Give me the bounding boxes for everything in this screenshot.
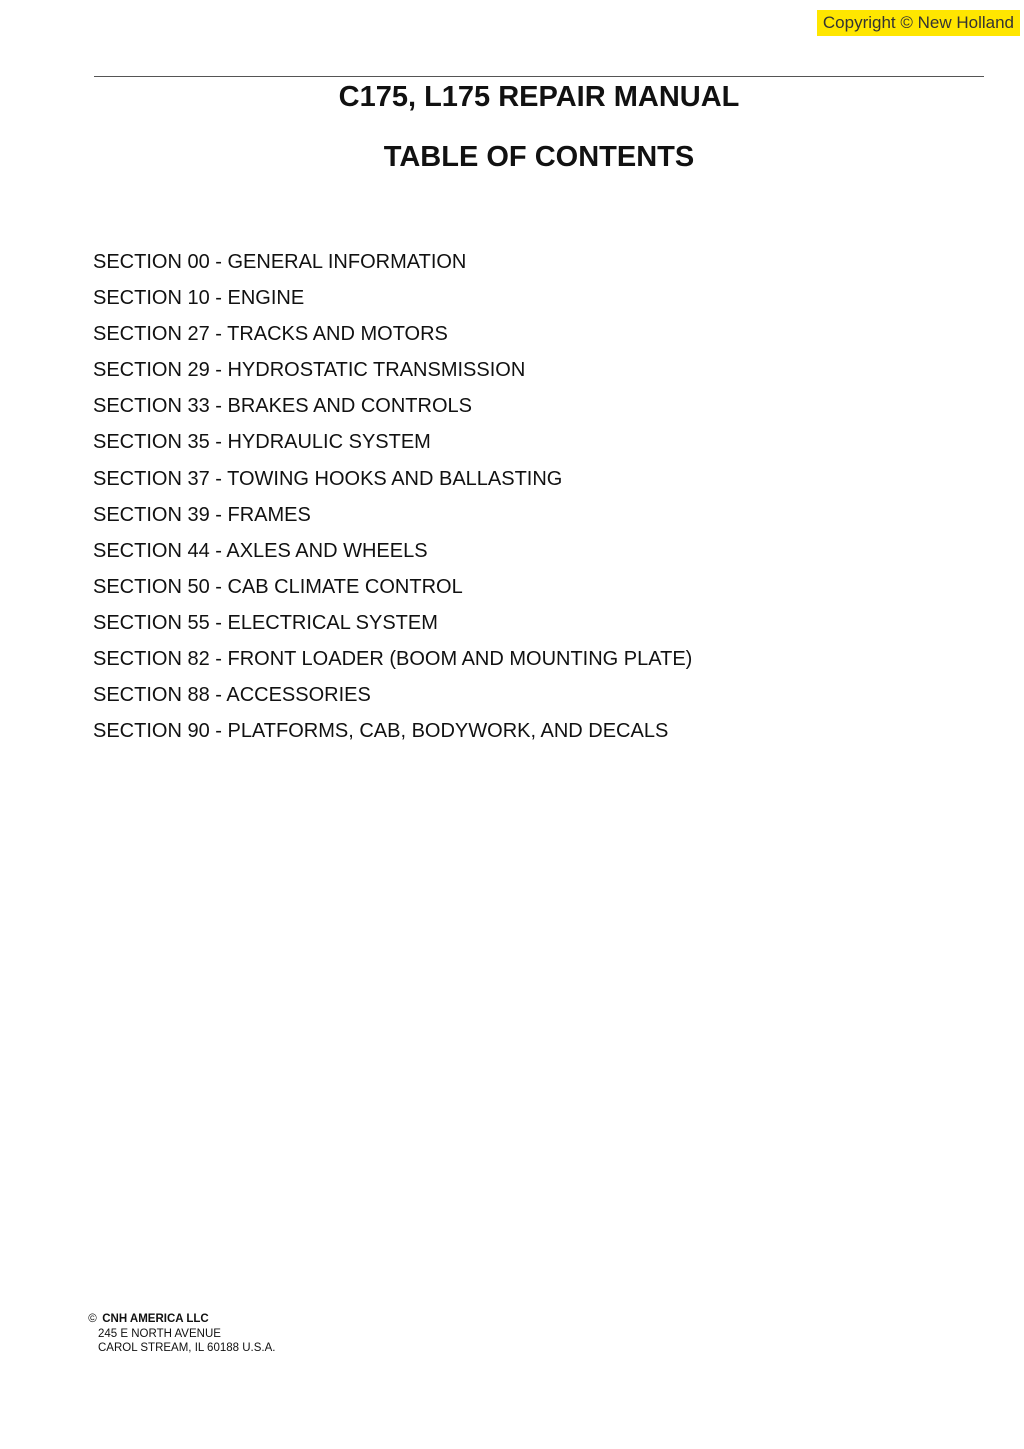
toc-item-section-10[interactable]: SECTION 10 - ENGINE bbox=[93, 287, 305, 310]
toc-item-section-33[interactable]: SECTION 33 - BRAKES AND CONTROLS bbox=[93, 395, 472, 418]
toc-item-section-00[interactable]: SECTION 00 - GENERAL INFORMATION bbox=[93, 251, 467, 273]
toc-item-section-82[interactable]: SECTION 82 - FRONT LOADER (BOOM AND MOUNTING PLATE) bbox=[93, 648, 693, 671]
table-of-contents bbox=[93, 244, 692, 749]
footer-address-line-2: CAROL STREAM, IL 60188 U.S.A. bbox=[98, 1342, 276, 1354]
toc-item-section-27[interactable]: SECTION 27 - TRACKS AND MOTORS bbox=[93, 323, 448, 346]
toc-item-section-55[interactable]: SECTION 55 - ELECTRICAL SYSTEM bbox=[93, 611, 438, 634]
toc-item-section-29[interactable]: SECTION 29 - HYDROSTATIC TRANSMISSION bbox=[93, 359, 526, 382]
copyright-watermark: Copyright © New Holland bbox=[817, 10, 1020, 36]
toc-item-section-50[interactable]: SECTION 50 - CAB CLIMATE CONTROL bbox=[93, 575, 463, 598]
toc-heading: TABLE OF CONTENTS bbox=[383, 141, 695, 173]
publisher-footer bbox=[86, 1312, 275, 1356]
footer-company: CNH AMERICA LLC bbox=[102, 1313, 209, 1325]
footer-address-line-1: 245 E NORTH AVENUE bbox=[98, 1327, 221, 1340]
toc-item-section-39[interactable]: SECTION 39 - FRAMES bbox=[93, 503, 311, 526]
toc-item-section-44[interactable]: SECTION 44 - AXLES AND WHEELS bbox=[93, 539, 428, 562]
header-divider bbox=[94, 76, 984, 77]
toc-item-section-88[interactable]: SECTION 88 - ACCESSORIES bbox=[93, 684, 371, 707]
toc-item-section-90[interactable]: SECTION 90 - PLATFORMS, CAB, BODYWORK, AND DECALS bbox=[93, 720, 669, 743]
copyright-symbol: © bbox=[88, 1313, 97, 1325]
toc-item-section-35[interactable]: SECTION 35 - HYDRAULIC SYSTEM bbox=[93, 431, 431, 454]
toc-item-section-37[interactable]: SECTION 37 - TOWING HOOKS AND BALLASTING bbox=[93, 467, 563, 490]
footer-company-line bbox=[86, 1312, 275, 1327]
document-title: C175, L175 REPAIR MANUAL bbox=[338, 81, 740, 113]
